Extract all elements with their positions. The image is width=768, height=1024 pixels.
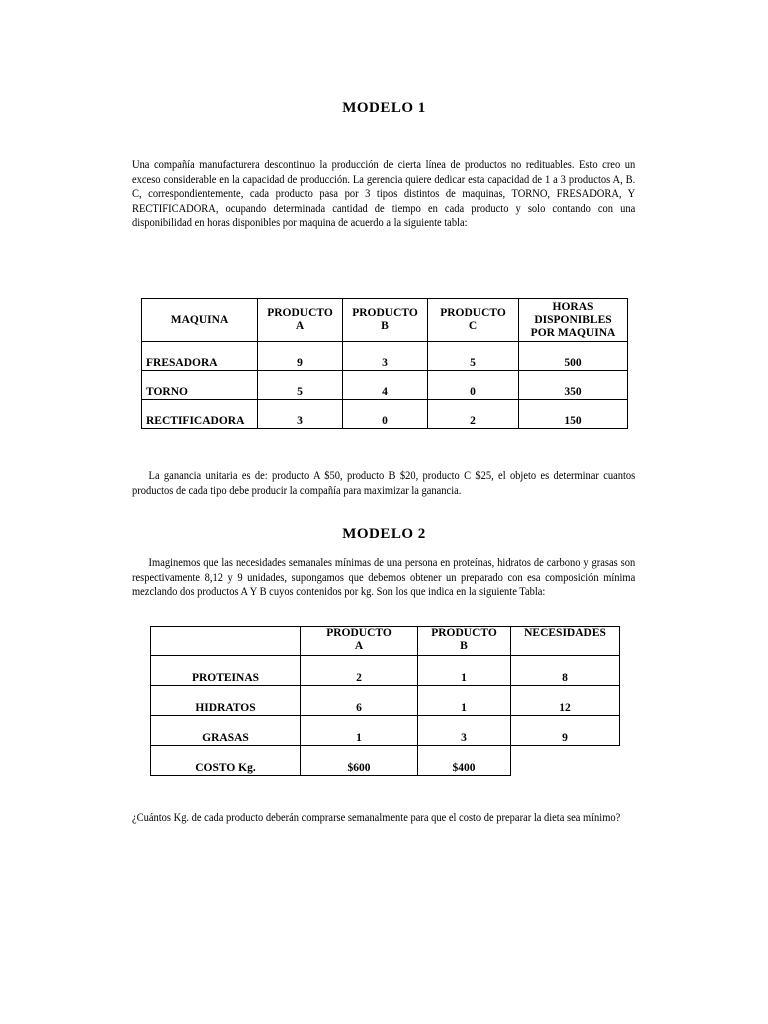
header-producto-b: PRODUCTO B: [418, 627, 511, 656]
empty-cell: [511, 746, 620, 776]
cell: 150: [519, 400, 628, 429]
cell: 0: [343, 400, 428, 429]
table-header-row: [151, 627, 620, 656]
cell: 2: [428, 400, 519, 429]
header-necesidades: NECESIDADES: [511, 627, 620, 656]
cell: 5: [258, 371, 343, 400]
header-empty: [151, 627, 301, 656]
header-horas: HORAS DISPONIBLES POR MAQUINA: [519, 299, 628, 342]
cell: 500: [519, 342, 628, 371]
model2-title: MODELO 2: [342, 526, 426, 542]
header-producto-a: PRODUCTO A: [301, 627, 418, 656]
model1-table: [141, 298, 628, 429]
table-row: [151, 686, 620, 716]
row-label: HIDRATOS: [151, 686, 301, 716]
table-row: [142, 400, 628, 429]
model1-closing: La ganancia unitaria es de: producto A $50, producto B $20, producto C $25, el objeto es determinar cuantos productos de cada tipo debe producir la compañía para maximizar la ganancia.: [132, 470, 636, 497]
table-header-row: [142, 299, 628, 342]
model1-paragraph: Una compañía manufacturera descontinuo la producción de cierta línea de productos no redituables. Esto creo un exceso considerable en la capacidad de producción. La gerencia quiere dedicar esta capacidad de 1 a 3 productos A, B. C, correspondientemente, cada producto pasa por 3 tipos distintos de maquinas, TORNO, FRESADORA, Y RECTIFICADORA, ocupando determinada cantidad de tiempo en cada producto y solo contando con una disponibilidad en horas disponibles por maquina de acuerdo a la siguiente tabla:: [132, 159, 636, 230]
row-label: COSTO Kg.: [151, 746, 301, 776]
model2-paragraph: Imaginemos que las necesidades semanales mínimas de una persona en proteínas, hidratos de carbono y grasas son respectivamente 8,12 y 9 unidades, supongamos que debemos obtener un preparado con esa composición mínima mezclando dos productos A Y B cuyos contenidos por kg. Son los que indica en la siguiente Tabla:: [132, 557, 636, 599]
table-row: [151, 656, 620, 686]
cell: 9: [511, 716, 620, 746]
cell: 9: [258, 342, 343, 371]
cost-row: [151, 746, 620, 776]
row-label: GRASAS: [151, 716, 301, 746]
row-label: TORNO: [142, 371, 258, 400]
header-producto-a: PRODUCTO A: [258, 299, 343, 342]
header-producto-c: PRODUCTO C: [428, 299, 519, 342]
cell: 6: [301, 686, 418, 716]
cost-cell: $600: [301, 746, 418, 776]
model2-table: [150, 626, 620, 776]
header-maquina: MAQUINA: [142, 299, 258, 342]
cell: 4: [343, 371, 428, 400]
row-label: FRESADORA: [142, 342, 258, 371]
model2-question: ¿Cuántos Kg. de cada producto deberán comprarse semanalmente para que el costo de preparar la dieta sea mínimo?: [132, 812, 621, 824]
cell: 2: [301, 656, 418, 686]
cell: 3: [258, 400, 343, 429]
table-row: [142, 342, 628, 371]
cell: 12: [511, 686, 620, 716]
row-label: RECTIFICADORA: [142, 400, 258, 429]
cell: 1: [418, 686, 511, 716]
cost-cell: $400: [418, 746, 511, 776]
table-row: [142, 371, 628, 400]
cell: 3: [343, 342, 428, 371]
cell: 1: [418, 656, 511, 686]
model1-title: MODELO 1: [342, 100, 426, 116]
cell: 1: [301, 716, 418, 746]
cell: 3: [418, 716, 511, 746]
row-label: PROTEINAS: [151, 656, 301, 686]
cell: 350: [519, 371, 628, 400]
cell: 8: [511, 656, 620, 686]
header-producto-b: PRODUCTO B: [343, 299, 428, 342]
cell: 5: [428, 342, 519, 371]
cell: 0: [428, 371, 519, 400]
table-row: [151, 716, 620, 746]
